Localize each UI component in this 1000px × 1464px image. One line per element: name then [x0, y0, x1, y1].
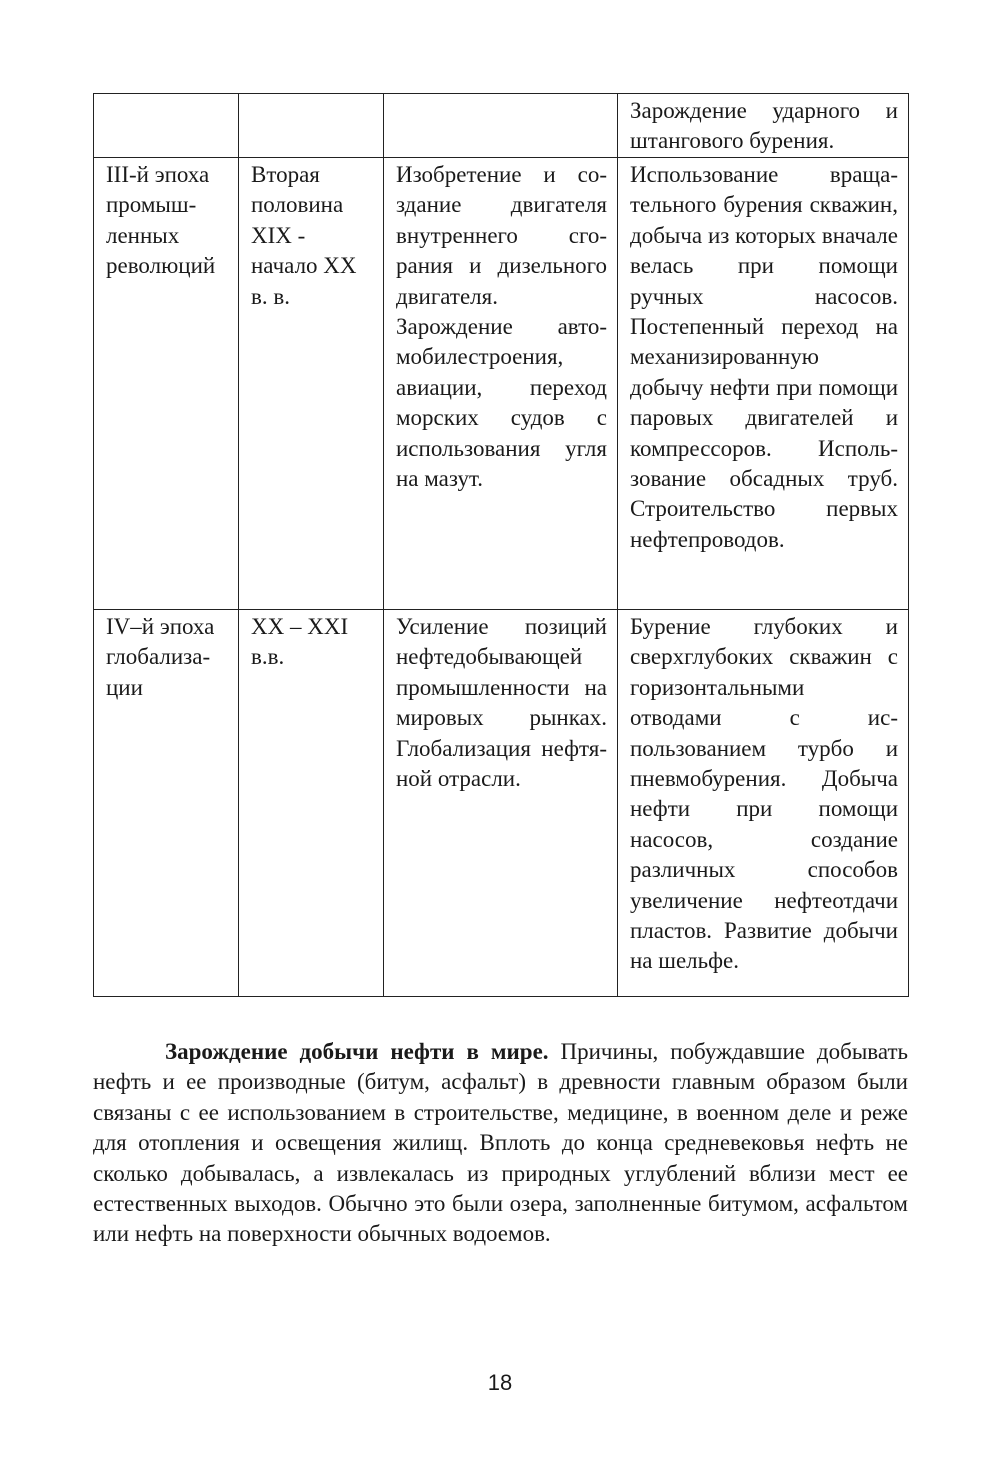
page-number: 18 — [487, 1370, 513, 1395]
cell-era: IV–й эпоха глобализации — [94, 610, 239, 997]
cell-technology: Бурение глубоких и сверхглубоких скважин с горизонтальными отводами с использованием турбо и пневмобурения. Добыча нефти при помощи насосов, создание различных способов увеличение нефтеотдачи пластов. Развитие добычи на шельфе. — [618, 610, 909, 997]
cell-events: Изобретение и создание двигателя внутреннего сгорания и дизельного двигателя. Зарождение автомобилестроения, авиации, переход морских судов с использования угля на мазут. — [384, 158, 618, 610]
cell-era — [94, 94, 239, 158]
table-row — [94, 158, 909, 610]
history-table — [93, 93, 909, 997]
cell-technology: Использование вращательного бурения скважин, добыча из которых вначале велась при помощи ручных насосов. Постепенный переход на механизированную добычу нефти при помощи паровых двигателей и компрессоров. Использование обсадных труб. Строительство первых нефтепроводов. — [618, 158, 909, 610]
table-row — [94, 94, 909, 158]
cell-technology: Зарождение ударного и штангового бурения. — [618, 94, 909, 158]
body-paragraph — [93, 1037, 908, 1250]
cell-period: XX – XXI в.в. — [239, 610, 384, 997]
paragraph-heading: Зарождение добычи нефти в мире. — [165, 1039, 549, 1064]
paragraph-text: Причины, побуждавшие добывать нефть и ее производные (битум, асфальт) в древности главным образом были связаны с ее использованием в строительстве, медицине, в военном деле и реже для отопления и освещения жилищ. Вплоть до конца средневековья нефть не сколько добывалась, а извлекалась из природных углублений вблизи мест ее естественных выходов. Обычно это были озера, заполненные битумом, асфальтом или нефть на поверхности обычных водоемов. — [93, 1039, 908, 1247]
cell-period — [239, 94, 384, 158]
cell-events: Усиление позиций нефтедобывающей промышленности на мировых рынках. Глобализация нефтяной отрасли. — [384, 610, 618, 997]
cell-period: Вторая половина XIX - начало XX в. в. — [239, 158, 384, 610]
table-row — [94, 610, 909, 997]
cell-era: III-й эпоха промышленных революций — [94, 158, 239, 610]
cell-events — [384, 94, 618, 158]
